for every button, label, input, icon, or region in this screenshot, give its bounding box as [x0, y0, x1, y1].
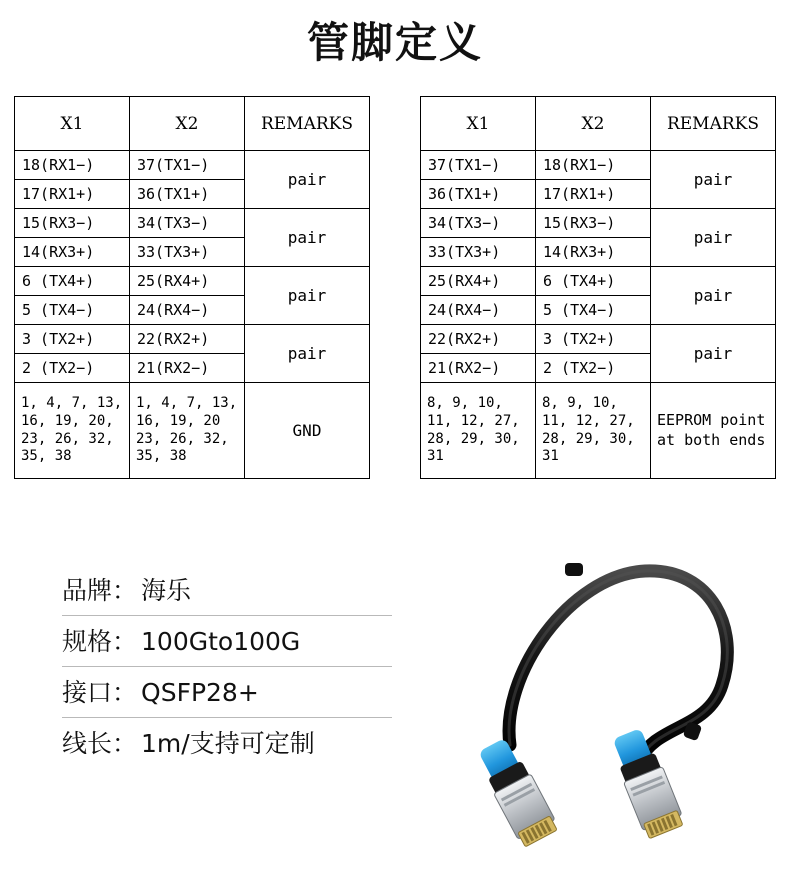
cell-x1: 2 (TX2−): [15, 354, 130, 383]
cell-remark: pair: [651, 325, 776, 383]
cell-x1: 18(RX1−): [15, 151, 130, 180]
cell-remark-gnd: GND: [245, 383, 370, 479]
cell-x2: 25(RX4+): [130, 267, 245, 296]
cell-remark: pair: [245, 209, 370, 267]
header-x2: X2: [536, 97, 651, 151]
table-header-row: [15, 97, 370, 151]
spec-value-brand: 海乐: [141, 576, 192, 605]
cell-x1: 6 (TX4+): [15, 267, 130, 296]
cell-x1: 21(RX2−): [421, 354, 536, 383]
header-remarks: REMARKS: [651, 97, 776, 151]
table-row: [421, 209, 776, 238]
qsfp28-dac-cable-illustration: [440, 535, 780, 855]
spec-label-model: 规格：: [62, 627, 138, 656]
cell-remark: pair: [245, 151, 370, 209]
cell-x1: 33(TX3+): [421, 238, 536, 267]
cable-collar: [565, 563, 583, 576]
page-title: 管脚定义: [306, 18, 483, 67]
cell-x1-gnd: 1, 4, 7, 13, 16, 19, 20, 23, 26, 32, 35, 38: [15, 383, 130, 479]
cell-x2: 6 (TX4+): [536, 267, 651, 296]
cell-x2: 21(RX2−): [130, 354, 245, 383]
cell-x1: 17(RX1+): [15, 180, 130, 209]
cell-x2: 37(TX1−): [130, 151, 245, 180]
cell-x1: 24(RX4−): [421, 296, 536, 325]
cell-x1: 25(RX4+): [421, 267, 536, 296]
table-row: [421, 267, 776, 296]
cell-x1: 37(TX1−): [421, 151, 536, 180]
cell-x2: 33(TX3+): [130, 238, 245, 267]
cell-x1-eeprom: 8, 9, 10, 11, 12, 27, 28, 29, 30, 31: [421, 383, 536, 479]
spec-row-brand: [62, 565, 392, 616]
cell-x1: 22(RX2+): [421, 325, 536, 354]
cell-remark-eeprom: EEPROM point at both ends: [651, 383, 776, 479]
cell-x2: 18(RX1−): [536, 151, 651, 180]
header-x1: X1: [15, 97, 130, 151]
cell-remark: pair: [245, 267, 370, 325]
table-footer-row: [15, 383, 370, 479]
cell-x2: 14(RX3+): [536, 238, 651, 267]
cell-x1: 15(RX3−): [15, 209, 130, 238]
table-row: [421, 151, 776, 180]
table-row: [15, 267, 370, 296]
spec-label-brand: 品牌：: [62, 576, 138, 605]
cell-x1: 14(RX3+): [15, 238, 130, 267]
table-row: [421, 325, 776, 354]
spec-value-length: 1m/支持可定制: [141, 729, 315, 758]
table-footer-row: [421, 383, 776, 479]
cell-x1: 34(TX3−): [421, 209, 536, 238]
cell-x2: 2 (TX2−): [536, 354, 651, 383]
spec-value-interface: QSFP28+: [141, 678, 259, 707]
cell-remark: pair: [651, 267, 776, 325]
cell-x1: 3 (TX2+): [15, 325, 130, 354]
cell-x2: 5 (TX4−): [536, 296, 651, 325]
spec-label-interface: 接口：: [62, 678, 138, 707]
cell-x2: 36(TX1+): [130, 180, 245, 209]
cell-x2-eeprom: 8, 9, 10, 11, 12, 27, 28, 29, 30, 31: [536, 383, 651, 479]
cell-x2: 22(RX2+): [130, 325, 245, 354]
spec-label-length: 线长：: [62, 729, 138, 758]
table-row: [15, 209, 370, 238]
cell-x2-gnd: 1, 4, 7, 13, 16, 19, 20 23, 26, 32, 35, 38: [130, 383, 245, 479]
spec-row-length: [62, 718, 392, 768]
cell-remark: pair: [651, 151, 776, 209]
product-image: [440, 535, 780, 855]
left-pin-table: [14, 96, 370, 479]
cell-x2: 34(TX3−): [130, 209, 245, 238]
cell-remark: pair: [651, 209, 776, 267]
cell-remark: pair: [245, 325, 370, 383]
cell-x1: 5 (TX4−): [15, 296, 130, 325]
cell-x2: 15(RX3−): [536, 209, 651, 238]
product-summary: [0, 535, 790, 865]
table-row: [15, 325, 370, 354]
pin-definition-tables: [0, 70, 790, 479]
header-x2: X2: [130, 97, 245, 151]
connector-left: [473, 735, 560, 848]
cell-x2: 17(RX1+): [536, 180, 651, 209]
table-row: [15, 151, 370, 180]
spec-row-model: [62, 616, 392, 667]
header-remarks: REMARKS: [245, 97, 370, 151]
spec-row-interface: [62, 667, 392, 718]
table-header-row: [421, 97, 776, 151]
cell-x2: 3 (TX2+): [536, 325, 651, 354]
connector-right: [607, 726, 686, 840]
spec-value-model: 100Gto100G: [141, 627, 301, 656]
right-pin-table: [420, 96, 776, 479]
cell-x2: 24(RX4−): [130, 296, 245, 325]
spec-list: [62, 565, 392, 768]
cell-x1: 36(TX1+): [421, 180, 536, 209]
header-x1: X1: [421, 97, 536, 151]
